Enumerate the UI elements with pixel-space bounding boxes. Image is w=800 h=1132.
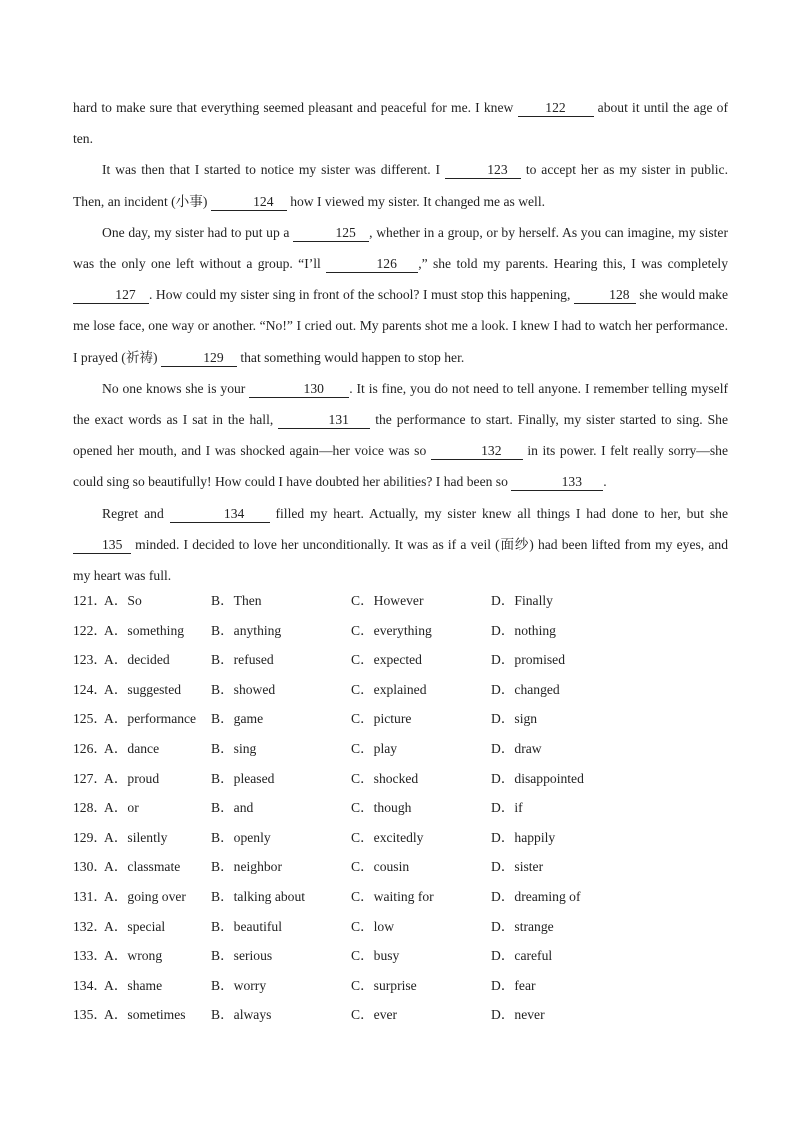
answer-blank: 126 <box>326 256 418 273</box>
question-number: 135． <box>73 1007 107 1023</box>
option-a[interactable]: A．suggested <box>104 681 182 697</box>
answer-blank: 124 <box>211 194 287 211</box>
option-b[interactable]: B．Then <box>211 593 262 608</box>
question-number: 121． <box>73 593 107 608</box>
answer-blank: 123 <box>445 162 521 179</box>
question-number: 129． <box>73 829 107 845</box>
passage-text: No one knows she is your <box>102 380 250 396</box>
passage-text: filled my heart. Actually, my sister knew all things I had done to her, but she <box>269 505 728 521</box>
cloze-passage <box>73 92 728 591</box>
option-c[interactable]: C．play <box>351 740 398 756</box>
question-row <box>73 823 733 853</box>
passage-text: One day, my sister had to put up a <box>102 224 294 240</box>
option-d[interactable]: D．draw <box>491 740 542 756</box>
question-row <box>73 586 733 616</box>
option-c[interactable]: C．everything <box>351 622 432 638</box>
passage-text: . It is fine, you do not need to tell anyone. I remember telling myself the exact words as I sat in the hall, <box>73 380 728 428</box>
passage-text: that something would happen to stop her. <box>236 349 465 365</box>
answer-blank: 131 <box>278 412 370 429</box>
option-a[interactable]: A．classmate <box>104 859 181 875</box>
question-number: 131． <box>73 888 107 904</box>
passage-text: to accept her as my sister in public. Then, an incident (小事) <box>73 162 728 209</box>
option-b[interactable]: B．always <box>211 1007 272 1023</box>
paragraph-3 <box>73 217 728 373</box>
passage-text: It was then that I started to notice my sister was different. I <box>102 162 445 178</box>
option-c[interactable]: C．waiting for <box>351 888 434 904</box>
answer-blank: 130 <box>249 381 349 398</box>
option-a[interactable]: A．something <box>104 622 185 638</box>
passage-text: about it until the age of ten. <box>73 100 728 147</box>
answer-blank: 133 <box>511 474 603 491</box>
passage-text: how I viewed my sister. It changed me as well. <box>286 193 546 209</box>
passage-text: the performance to start. Finally, my sister started to sing. She opened her mouth, and I was shocked again—her voice was so <box>73 412 729 459</box>
answer-blank: 125 <box>293 225 369 242</box>
option-a[interactable]: A．proud <box>104 770 160 786</box>
option-c[interactable]: C．though <box>351 800 412 816</box>
answer-blank: 128 <box>574 287 636 304</box>
option-a[interactable]: A．going over <box>104 888 186 904</box>
option-a[interactable]: A．dance <box>104 740 160 756</box>
option-d[interactable]: D．sign <box>491 711 538 727</box>
option-b[interactable]: B．neighbor <box>211 859 282 875</box>
option-b[interactable]: B．openly <box>211 829 271 845</box>
option-d[interactable]: D．strange <box>491 918 554 934</box>
option-b[interactable]: B．serious <box>211 948 273 964</box>
passage-text: minded. I decided to love her unconditionally. It was as if a veil (面纱) had been lifted from my eyes, and my heart was full. <box>73 536 728 584</box>
option-a[interactable]: A．shame <box>104 977 163 993</box>
passage-text: ,” she told my parents. Hearing this, I was completely <box>418 256 728 272</box>
option-a[interactable]: A．sometimes <box>104 1007 186 1023</box>
passage-text: , whether in a group, or by herself. As you can imagine, my sister was the only one left without a group. “I’ll <box>73 224 728 272</box>
option-d[interactable]: D．never <box>491 1007 545 1023</box>
option-d[interactable]: D．changed <box>491 681 560 697</box>
option-d[interactable]: D．careful <box>491 948 553 964</box>
option-c[interactable]: C．shocked <box>351 770 419 786</box>
question-row <box>73 645 733 675</box>
option-d[interactable]: D．nothing <box>491 622 556 638</box>
question-row <box>73 734 733 764</box>
option-a[interactable]: A．wrong <box>104 948 163 964</box>
question-number: 134． <box>73 977 107 993</box>
question-number: 127． <box>73 770 107 786</box>
question-row <box>73 912 733 942</box>
option-c[interactable]: C．However <box>351 593 424 608</box>
option-b[interactable]: B．beautiful <box>211 918 282 934</box>
answer-blank: 132 <box>431 443 523 460</box>
question-row <box>73 1000 733 1030</box>
option-c[interactable]: C．low <box>351 918 395 934</box>
question-number: 126． <box>73 740 107 756</box>
option-c[interactable]: C．surprise <box>351 977 417 993</box>
question-number: 123． <box>73 652 107 668</box>
option-b[interactable]: B．anything <box>211 622 282 638</box>
option-d[interactable]: D．happily <box>491 829 556 845</box>
question-number: 130． <box>73 859 107 875</box>
answer-blank: 122 <box>518 100 594 117</box>
option-a[interactable]: A．performance <box>104 711 197 727</box>
answer-blank: 135 <box>73 537 131 554</box>
option-c[interactable]: C．explained <box>351 681 427 697</box>
option-d[interactable]: D．promised <box>491 652 566 668</box>
passage-text: in its power. I felt really sorry—she could sing so beautifully! How could I have doubted her abilities? I had been so <box>73 443 728 490</box>
question-row <box>73 971 733 1001</box>
answer-blank: 134 <box>170 506 270 523</box>
option-b[interactable]: B．worry <box>211 977 267 993</box>
option-b[interactable]: B．and <box>211 800 254 816</box>
passage-text: hard to make sure that everything seemed pleasant and peaceful for me. I knew <box>73 100 518 115</box>
option-a[interactable]: A．decided <box>104 652 170 668</box>
option-b[interactable]: B．sing <box>211 740 257 756</box>
option-d[interactable]: D．fear <box>491 977 536 993</box>
paragraph-4 <box>73 373 728 498</box>
option-b[interactable]: B．pleased <box>211 770 275 786</box>
passage-text: she would make me lose face, one way or another. “No!” I cried out. My parents shot me a look. I knew I had to watch her performance. I prayed (祈祷) <box>73 287 728 365</box>
question-number: 128． <box>73 800 107 816</box>
option-a[interactable]: A．So <box>104 593 142 608</box>
option-a[interactable]: A．special <box>104 918 166 934</box>
option-c[interactable]: C．ever <box>351 1007 398 1023</box>
option-b[interactable]: B．talking about <box>211 888 306 904</box>
paragraph-1 <box>73 92 728 154</box>
passage-text: . How could my sister sing in front of the school? I must stop this happening, <box>149 287 574 303</box>
option-d[interactable]: D．Finally <box>491 593 553 608</box>
option-b[interactable]: B．game <box>211 711 264 727</box>
option-b[interactable]: B．refused <box>211 652 274 668</box>
question-number: 133． <box>73 948 107 964</box>
paragraph-2 <box>73 154 728 216</box>
option-a[interactable]: A．or <box>104 800 139 816</box>
question-row <box>73 764 733 794</box>
option-c[interactable]: C．expected <box>351 652 422 668</box>
question-row <box>73 675 733 705</box>
question-row <box>73 852 733 882</box>
question-number: 125． <box>73 711 107 727</box>
option-c[interactable]: C．excitedly <box>351 829 424 845</box>
question-number: 122． <box>73 622 107 638</box>
option-b[interactable]: B．showed <box>211 681 276 697</box>
question-number: 132． <box>73 918 107 934</box>
option-c[interactable]: C．busy <box>351 948 400 964</box>
passage-text: . <box>603 474 607 490</box>
answer-blank: 129 <box>161 350 237 367</box>
answer-options-list <box>73 586 733 1030</box>
question-row <box>73 704 733 734</box>
paragraph-5 <box>73 498 728 592</box>
passage-text: Regret and <box>102 505 170 521</box>
option-d[interactable]: D．dreaming of <box>491 888 581 904</box>
question-row <box>73 941 733 971</box>
option-a[interactable]: A．silently <box>104 829 168 845</box>
answer-blank: 127 <box>73 287 149 304</box>
question-row <box>73 616 733 646</box>
option-d[interactable]: D．sister <box>491 859 544 875</box>
question-row <box>73 793 733 823</box>
question-row <box>73 882 733 912</box>
option-d[interactable]: D．if <box>491 800 523 816</box>
option-c[interactable]: C．picture <box>351 711 412 727</box>
question-number: 124． <box>73 681 107 697</box>
option-d[interactable]: D．disappointed <box>491 770 584 786</box>
option-c[interactable]: C．cousin <box>351 859 410 875</box>
